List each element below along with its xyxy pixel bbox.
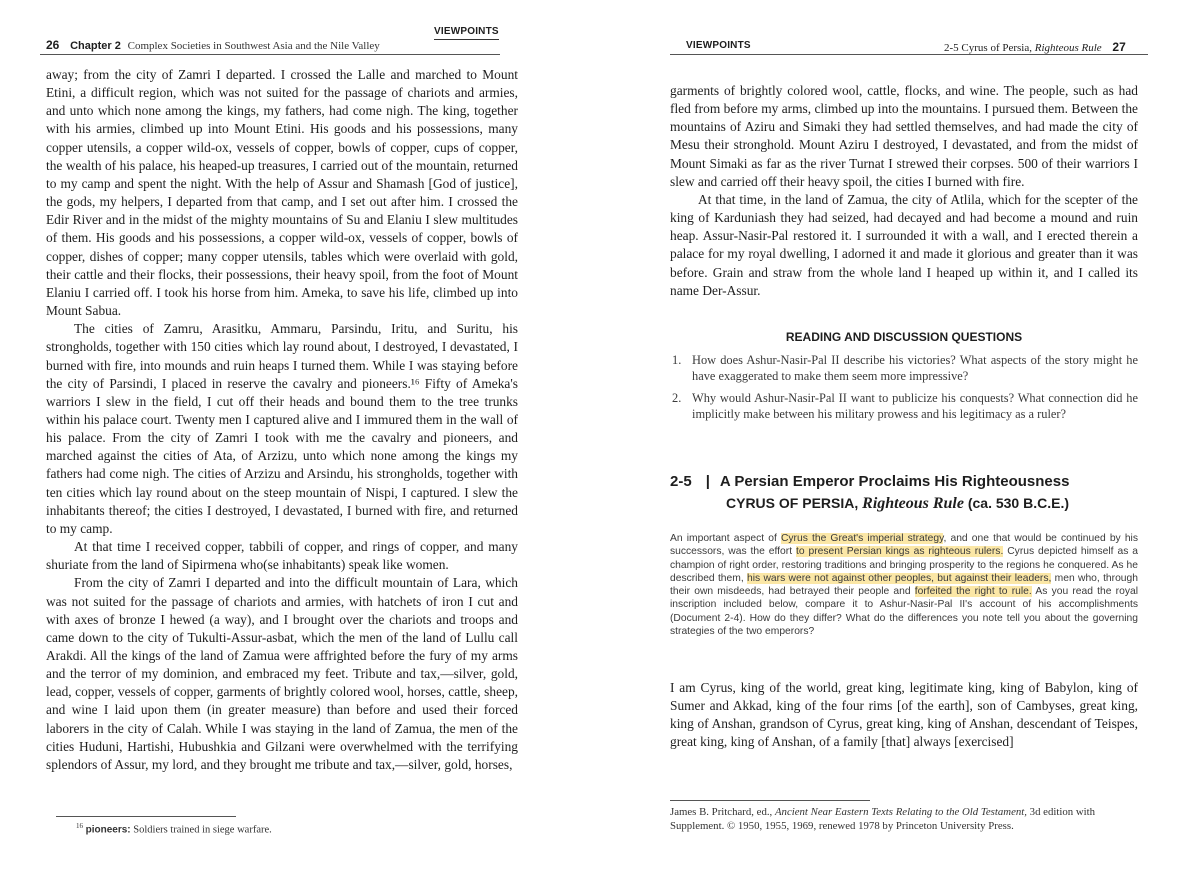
page-number-right: 27 bbox=[1112, 40, 1126, 54]
intro-highlight: Cyrus the Great's imperial strategy bbox=[780, 533, 944, 544]
section-intro bbox=[670, 532, 1138, 638]
footnote-term: pioneers: bbox=[85, 824, 131, 836]
section-number: 2-5 bbox=[670, 473, 692, 490]
section-author: CYRUS OF PERSIA, bbox=[726, 495, 859, 511]
paragraph: From the city of Zamri I departed and into the difficult mountain of Lara, which was not suited for the passage of chariots and armies, with hatchets of iron I cut and with axes of bronze I hewed (a way), and I brought over the chariots and troops and came down to the city of Tukulti-Assur-asbat, which the men of the land of Lullu call Arakdi. All the kings of the land of Zamua were affrighted before the fury of my arms and the terror of my dominion, and embraced my feet. Tribute and tax,—silver, gold, lead, copper, vessels of copper, garments of brightly colored wool, horses, cattle, sheep, and wine I laid upon them (in greater measure) than before and used their forced laborers in the city of Calah. While I was staying in the land of Zamua, the men of the cities Huduni, Hartishi, Hubushkia and Gilzani were overwhelmed with the terrifying splendors of Assur, my lord, and they brought me tribute and tax,—silver, gold, horses, bbox=[46, 575, 518, 772]
questions-list bbox=[670, 352, 1138, 428]
running-head-section: 2-5 bbox=[944, 42, 959, 54]
paragraph: At that time, in the land of Zamua, the city of Atlila, which for the scepter of the king of Karduniash they had seized, had decayed and had become a mound and ruin heap. Assur-Nasir-Pal restored it. I surrounded it with a wall, and I erected therein a palace for my royal dwelling, I adorned it and made it glorious and greater than it was before. Grain and straw from the whole land I heaped up within it, and I called its name Der-Assur. bbox=[670, 191, 1138, 298]
cyrus-text bbox=[670, 679, 1138, 752]
question-item bbox=[670, 390, 1138, 422]
viewpoints-label-left: VIEWPOINTS bbox=[434, 26, 499, 40]
running-head-left bbox=[46, 38, 380, 53]
source-editor: James B. Pritchard, ed., bbox=[670, 806, 773, 818]
question-item bbox=[670, 352, 1138, 384]
running-head-work: Righteous Rule bbox=[1034, 42, 1102, 54]
question-text: Why would Ashur-Nasir-Pal II want to publicize his conquests? What connection did he implicitly make between his military prowess and his legitimacy as a ruler? bbox=[692, 391, 1138, 421]
intro-text: Cyrus depicted himself as a champion of right order, restoring traditions and bringing prosperity to the regions he conquered. As he described them, bbox=[670, 546, 1139, 584]
running-head-right bbox=[944, 40, 1126, 55]
source-book: Ancient Near Eastern Texts Relating to the Old Testament, bbox=[774, 806, 1027, 818]
section-date: (ca. 530 B.C.E.) bbox=[967, 495, 1069, 511]
intro-highlight: to present Persian kings as righteous rulers. bbox=[796, 546, 1004, 558]
intro-text: men who, through their own misdeeds, had betrayed their people and bbox=[670, 572, 1138, 598]
intro-text: , and one that would be continued by his successors, was the effort bbox=[670, 533, 1138, 558]
intro-highlight: forfeited the right to rule. bbox=[914, 586, 1032, 598]
question-number: 2. bbox=[672, 391, 682, 405]
paragraph: At that time I received copper, tabbili of copper, and rings of copper, and many shuriate from the land of Sipirmena who(se inhabitants) speak like women. bbox=[46, 539, 518, 573]
source-rest: 3d edition with Supplement. © 1950, 1955, 1969, renewed 1978 by Princeton University Press. bbox=[670, 806, 1096, 832]
source-rule bbox=[670, 800, 870, 801]
intro-highlight: his wars were not against other peoples, but against their leaders, bbox=[747, 572, 1052, 584]
right-page bbox=[600, 0, 1200, 894]
paragraph: away; from the city of Zamri I departed. I crossed the Lalle and marched to Mount Etini, a difficult region, which was not suited for the passage of chariots and armies, and unto which none among the kings, my fathers, had come nigh. The king, together with his armies, climbed up into Mount Etini. His goods and his possessions, many copper utensils, a copper wild-ox, vessels of copper, bowls of copper, cups of copper, the wealth of his palace, his heaped-up treasures, I carried out of the mountain, returned to my camp and spent the night. With the help of Assur and Shamash [God of justice], the gods, my helpers, I departed from that camp, and I set out after him. I crossed the Edir River and in the midst of the mighty mountains of Su and Elaniu I slew multitudes of them. His goods and his possessions, a copper wild-ox, vessels of copper, bowls of copper, dishes of copper; many copper utensils, tables which were overlaid with gold, their cattle and their flocks, their possessions, their heavy spoil, from the foot of Mount Elaniu I carried off. I took his horse from him. Ameka, to save his life, climbed up into Mount Sabua. bbox=[46, 67, 518, 319]
footnote-text: Soldiers trained in siege warfare. bbox=[133, 824, 272, 836]
question-number: 1. bbox=[672, 353, 682, 367]
page-number-left: 26 bbox=[46, 38, 60, 52]
section-work: Righteous Rule bbox=[862, 495, 964, 512]
section-heading bbox=[670, 473, 1069, 490]
questions-title: READING AND DISCUSSION QUESTIONS bbox=[785, 330, 1023, 344]
chapter-label: Chapter 2 bbox=[70, 40, 121, 52]
intro-text: As you read the royal inscription included below, compare it to Ashur-Nasir-Pal II's account of his accomplishments (Document 2-4). How do they differ? What do the differences you note tell you about the governing strategies of the two emperors? bbox=[670, 586, 1138, 638]
section-subheading bbox=[726, 495, 1069, 513]
footnote bbox=[76, 822, 272, 836]
viewpoints-label-right: VIEWPOINTS bbox=[686, 40, 751, 51]
source-citation bbox=[670, 806, 1138, 833]
section-title: A Persian Emperor Proclaims His Righteousness bbox=[719, 473, 1070, 490]
intro-text: An important aspect of bbox=[670, 533, 781, 544]
running-head-author: Cyrus of Persia, bbox=[961, 42, 1032, 54]
left-body-text bbox=[46, 66, 518, 774]
paragraph: I am Cyrus, king of the world, great king, legitimate king, king of Babylon, king of Sumer and Akkad, king of the four rims [of the earth], son of Cambyses, great king, king of Anshan, grandson of Cyrus, great king, king of Anshan, descendant of Teispes, great king, king of Anshan, of a family [that] always [exercised] bbox=[670, 680, 1138, 750]
header-rule-right bbox=[670, 54, 1148, 55]
header-rule-left bbox=[40, 54, 500, 55]
left-page bbox=[0, 0, 560, 894]
paragraph: The cities of Zamru, Arasitku, Ammaru, Parsindu, Iritu, and Suritu, his strongholds, together with 150 cities which lay round about, I destroyed, I devastated, I burned with fire, into mounds and ruin heaps I turned them. While I was staying before the city of Parsindi, I placed in reserve the cavalry and pioneers.¹⁶ Fifty of Ameka's warriors I slew in the field, I cut off their heads and bound them to the tree trunks within his palace court. Twenty men I captured alive and I immured them in the wall of his palace. From the city of Zamri I took with me the cavalry and pioneers, and marched against the cities of Ata, of Arzizu, unto which none among the kings my fathers had come nigh. The cities of Arzizu and Arsindu, his strongholds, together with ten cities which lay round about on the steep mountain of Nispi, I captured. I slew the inhabitants thereof; the cities I destroyed, I devastated, I burned with fire, and returned to my camp. bbox=[46, 321, 518, 536]
footnote-number: 16 bbox=[76, 822, 83, 830]
section-divider: | bbox=[705, 473, 710, 490]
paragraph: garments of brightly colored wool, cattle, flocks, and wine. The people, such as had fled from before my arms, climbed up into the mountains. I pursued them. Between the mountains of Aziru and Simaki they had settled themselves, and had made the city of Mesu their stronghold. Mount Aziru I destroyed, I devastated, and from the midst of Mount Simaki as far as the river Turnat I strewed their corpses. 500 of their warriors I slew and carried off their heavy spoil, the cities I burned with fire. bbox=[670, 83, 1138, 189]
question-text: How does Ashur-Nasir-Pal II describe his victories? What aspects of the story might he have exaggerated to make them seem more impressive? bbox=[692, 353, 1138, 383]
footnote-rule bbox=[56, 816, 236, 817]
right-body-text bbox=[670, 82, 1138, 300]
chapter-title: Complex Societies in Southwest Asia and the Nile Valley bbox=[127, 40, 380, 52]
